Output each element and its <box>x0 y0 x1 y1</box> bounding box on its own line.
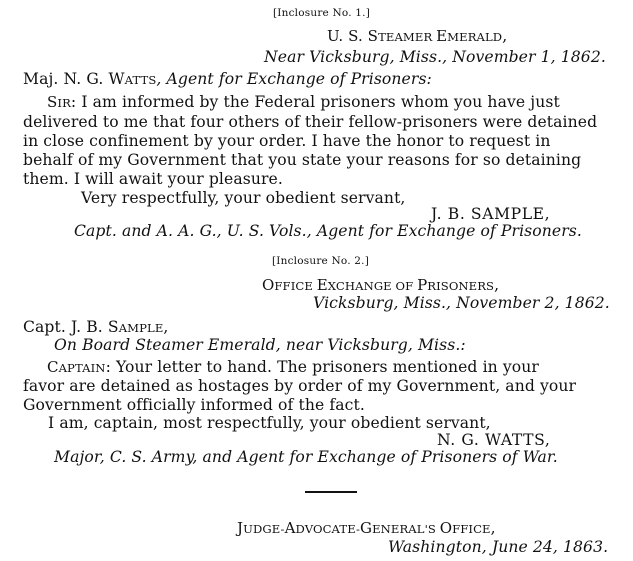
heading-part: O <box>262 276 275 294</box>
heading-part: G <box>360 519 373 537</box>
inclosure-label-1: [Inclosure No. 1.] <box>273 7 371 19</box>
letter1-heading <box>327 26 507 47</box>
letter2-dateline: Vicksburg, Miss., November 2, 1862. <box>313 294 610 312</box>
salutation: S <box>47 93 58 111</box>
heading-part: TEAMER <box>378 30 437 44</box>
letter2-body-line-2: favor are detained as hostages by order of my Government, and your <box>23 377 577 395</box>
salutation: APTAIN <box>58 361 106 375</box>
letter1-title: Capt. and A. A. G., U. S. Vols., Agent for Exchange of Prisoners. <box>74 222 582 240</box>
letter1-signature: J. B. SAMPLE, <box>431 205 551 223</box>
letter3-dateline: Washington, June 24, 1863. <box>388 538 609 556</box>
letter2-body-line-1 <box>47 357 539 378</box>
body-text: : I am informed by the Federal prisoners whom you have just <box>70 93 560 111</box>
heading-part: FFICE <box>452 522 491 536</box>
heading-part: RISONERS <box>427 279 495 293</box>
heading-part: A <box>284 519 296 537</box>
heading-part: UDGE- <box>243 522 285 536</box>
heading-part: , <box>502 27 508 45</box>
heading-part: E <box>316 276 328 294</box>
letter1-body-line-4: behalf of my Government that you state your reasons for so detaining <box>23 151 582 169</box>
heading-part: , <box>490 519 496 537</box>
heading-part: O <box>439 519 453 537</box>
heading-part: J <box>237 519 244 537</box>
letter1-dateline: Near Vicksburg, Miss., November 1, 1862. <box>264 48 606 66</box>
letter1-body-line-3: in close confinement by your order. I have the honor to request in <box>23 132 551 150</box>
letter1-body-line-1 <box>47 92 560 113</box>
heading-part: U. S. S <box>327 27 379 45</box>
letter2-closing: I am, captain, most respectfully, your obedient servant, <box>48 414 491 432</box>
addressee-role: , Agent for Exchange of Prisoners: <box>156 70 432 88</box>
heading-part: E <box>436 27 448 45</box>
heading-part: DVOCATE- <box>295 522 361 536</box>
heading-part: FFICE <box>274 279 317 293</box>
letter2-addressee-2: On Board Steamer Emerald, near Vicksburg, Miss.: <box>54 336 466 354</box>
salutation: C <box>47 358 59 376</box>
addressee-name-sc: ATTS <box>124 73 157 87</box>
letter1-body-line-2: delivered to me that four others of their fellow-prisoners were detained <box>23 113 598 131</box>
addressee-name-sc: AMPLE <box>118 321 164 335</box>
addressee-name-end: , <box>163 318 169 336</box>
addressee-name: Maj. N. G. W <box>23 70 125 88</box>
inclosure-label-2: [Inclosure No. 2.] <box>272 255 370 267</box>
letter2-signature: N. G. WATTS, <box>437 431 551 449</box>
letter1-addressee <box>23 69 432 90</box>
letter1-body-line-5: them. I will await your pleasure. <box>23 170 283 188</box>
heading-part: P <box>417 276 428 294</box>
letter2-title: Major, C. S. Army, and Agent for Exchange of Prisoners of War. <box>54 448 558 466</box>
letter3-heading <box>237 518 496 539</box>
letter2-body-line-3: Government officially informed of the fact. <box>23 396 365 414</box>
addressee-name: Capt. J. B. S <box>23 318 119 336</box>
heading-part: XCHANGE OF <box>327 279 418 293</box>
heading-part: , <box>494 276 500 294</box>
section-divider <box>305 491 357 493</box>
body-text: : Your letter to hand. The prisoners mentioned in your <box>105 358 539 376</box>
heading-part: MERALD <box>447 30 503 44</box>
salutation: IR <box>57 96 71 110</box>
heading-part: ENERAL'S <box>372 522 440 536</box>
letter1-closing: Very respectfully, your obedient servant, <box>81 189 406 207</box>
